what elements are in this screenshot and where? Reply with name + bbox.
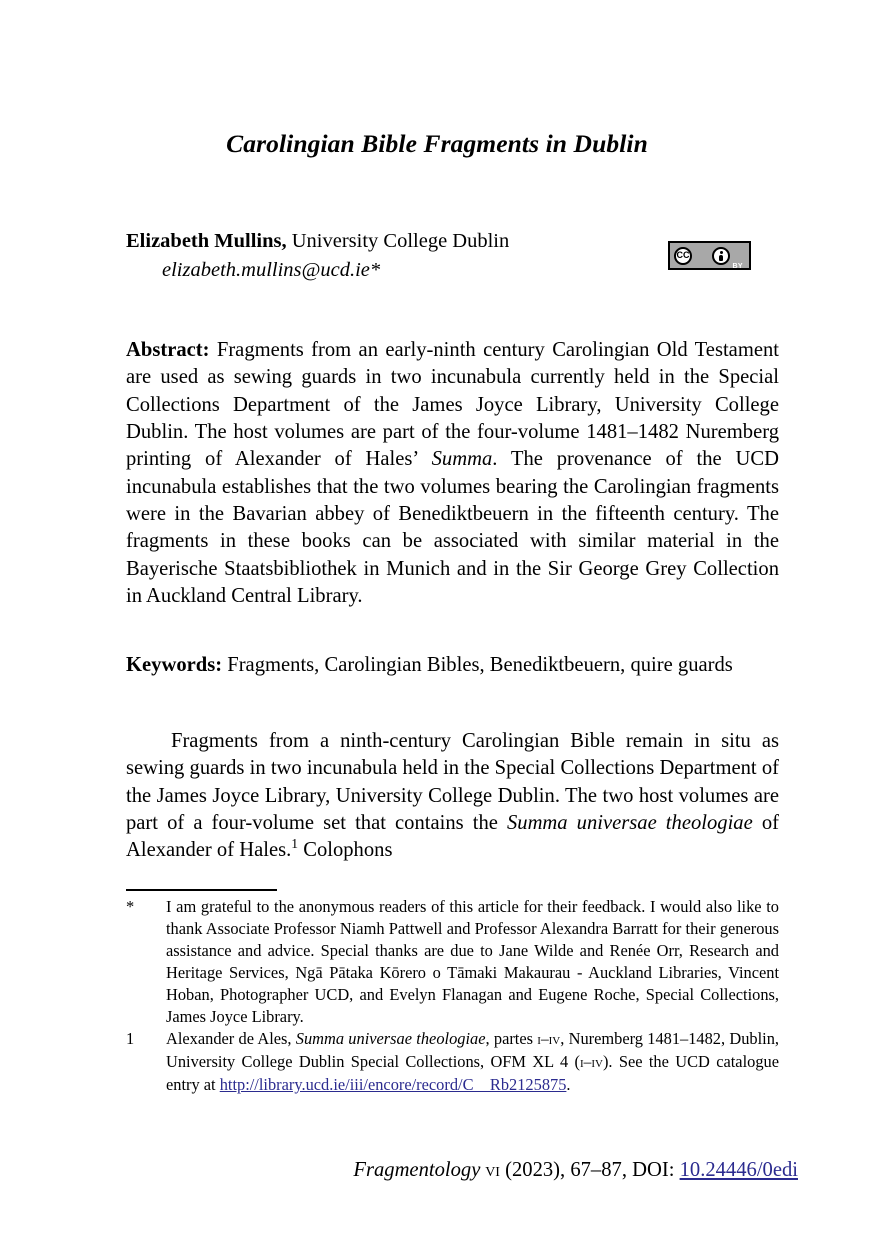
footnote-item-1 xyxy=(126,1028,779,1096)
footnote-text-1: Alexander de Ales, xyxy=(166,1029,296,1049)
footnote-marker: * xyxy=(126,897,135,916)
body-text-1: Fragments from a ninth-century Carolingian Bible remain in situ as sewing guards in two incunabula held in the Special Collections Department of the James Joyce Library, University College Dublin. The two host volumes are part of a four-volume set that contains the xyxy=(126,730,779,835)
footnote-text-3: , Nuremberg 1481–1482, Dublin, University College Dublin Special Collections, OFM XL 4 ( xyxy=(166,1029,779,1072)
cc-by-label: BY xyxy=(732,263,743,270)
body-paragraph xyxy=(126,728,779,865)
keywords-section xyxy=(126,652,779,679)
body-text-3: Colophons xyxy=(298,839,393,862)
author-name: Elizabeth Mullins, xyxy=(126,230,287,252)
footnote-italic-title: Summa universae theologiae xyxy=(295,1029,486,1049)
page-footer-citation xyxy=(0,1157,874,1184)
citation-details: (2023), 67–87, DOI: xyxy=(499,1159,680,1181)
abstract-italic-summa: Summa xyxy=(431,448,493,471)
author-affiliation: University College Dublin xyxy=(286,230,510,252)
page-title: Carolingian Bible Fragments in Dublin xyxy=(226,129,648,159)
body-text-2: of Alexander of Hales. xyxy=(126,812,779,862)
journal-name: Fragmentology xyxy=(353,1159,481,1181)
footnote-text-5: . xyxy=(566,1075,571,1095)
footnote-item-asterisk xyxy=(126,896,779,1027)
abstract-text-1: Fragments from an early-ninth century Carolingian Old Testament are used as sewing guards in two incunabula currently held in the Special Collections Department of the James Joyce Library, University College Dublin. The host volumes are part of the four-volume 1481–1482 Nuremberg printing of Alexander of Hales’ xyxy=(126,339,779,471)
keywords-text: Fragments, Carolingian Bibles, Benediktbeuern, quire guards xyxy=(222,654,733,676)
footnote-reference-1[interactable]: 1 xyxy=(291,836,299,852)
footnote-text-2: , partes xyxy=(485,1029,538,1049)
cc-logo-icon: CC xyxy=(674,247,692,265)
abstract-label: Abstract: xyxy=(126,339,210,361)
footnote-separator-rule xyxy=(126,889,277,891)
footnote-text-4: ). See the UCD catalogue entry at xyxy=(166,1052,779,1095)
footnote-text: I am grateful to the anonymous readers of this article for their feedback. I would also like to thank Associate Professor Niamh Pattwell and Professor Alexandra Barratt for their generous assistance and advice. Special thanks are due to Jane Wilde and Renée Orr, Research and Heritage Services, Ngā Pātaka Kōrero o Tāmaki Makaurau - Auckland Libraries, Vincent Hoban, Photographer UCD, and Evelyn Flanagan and Eugene Roche, Special Collections, James Joyce Library. xyxy=(166,897,779,1026)
doi-link[interactable]: 10.24446/0edi xyxy=(679,1159,798,1181)
body-italic-summa-universae-theologiae: Summa universae theologiae xyxy=(506,812,753,835)
abstract-section xyxy=(126,337,779,610)
ucd-catalogue-link[interactable]: http://library.ucd.ie/iii/encore/record/C__Rb2125875 xyxy=(219,1075,567,1095)
footnotes-section xyxy=(126,896,779,1096)
footnote-roman-numerals-partes: i–iv xyxy=(537,1031,561,1049)
keywords-label: Keywords: xyxy=(126,654,223,676)
author-email: elizabeth.mullins@ucd.ie* xyxy=(162,259,381,281)
journal-volume: vi xyxy=(480,1160,500,1181)
abstract-text-2: . The provenance of the UCD incunabula establishes that the two volumes bearing the Carolingian fragments were in the Bavarian abbey of Benediktbeuern in the fifteenth century. The fragments in these books can be associated with similar material in the Bayerische Staatsbibliothek in Munich and in the Sir George Grey Collection in Auckland Central Library. xyxy=(126,448,780,608)
author-affiliation-line xyxy=(126,228,686,255)
cc-attribution-person-icon xyxy=(712,247,730,265)
footnote-marker: 1 xyxy=(126,1029,135,1049)
author-block xyxy=(126,228,686,285)
footnote-roman-numerals-shelfmark: i–iv xyxy=(579,1054,603,1072)
creative-commons-license-badge[interactable] xyxy=(668,241,751,270)
